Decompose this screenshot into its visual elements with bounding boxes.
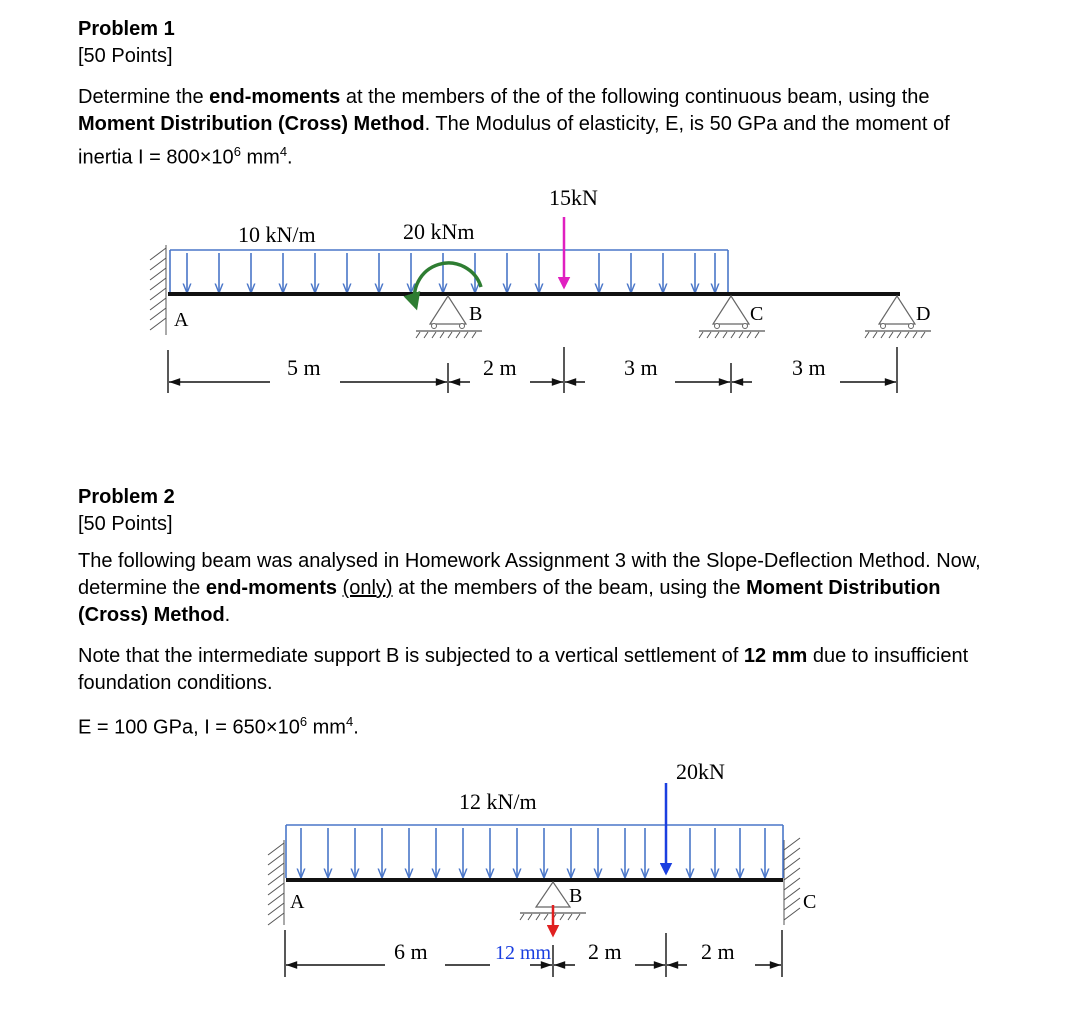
support-label-a: A	[174, 309, 189, 331]
span-label-load-c: 3 m	[624, 355, 658, 380]
support-label-a: A	[290, 891, 305, 913]
support-label-b: B	[469, 303, 483, 325]
distributed-load	[286, 825, 783, 878]
problem1-description: Determine the end-moments at the members of the of the following continuous beam, using the Moment Distribution (Cross) Method. The Modulus of elasticity, E, is 50 GPa and the moment of inertia $I = 800\times 10^6$ $mm^4$.	[78, 86, 950, 169]
beam-diagram-2	[0, 755, 1080, 1015]
moment-label: 20 kNm	[403, 219, 475, 244]
problem2-heading: Problem 2	[78, 486, 175, 508]
point-load-label: 15kN	[549, 185, 598, 210]
support-label-d: D	[916, 303, 931, 325]
udl-label: 12 kN/m	[459, 789, 537, 814]
support-label-c: C	[803, 891, 817, 913]
span-label-ab: 5 m	[287, 355, 321, 380]
settlement-label: 12 mm	[495, 942, 552, 964]
problem2-description: The following beam was analysed in Homework Assignment 3 with the Slope-Deflection Method. Now, determine the end-moments (only) at the members of the beam, using the Moment Distribution (Cross) Method.	[78, 550, 981, 626]
support-label-c: C	[750, 303, 764, 325]
fixed-support-c	[784, 838, 800, 925]
problem2-properties: E = 100 GPa, $I = 650\times 10^6$ $mm^4$.	[78, 714, 359, 739]
problem1-points: [50 Points]	[78, 45, 173, 67]
problem1-heading: Problem 1	[78, 18, 175, 40]
beam-diagram-1	[0, 175, 1080, 435]
problem2-points: [50 Points]	[78, 513, 173, 535]
fixed-support-a	[150, 245, 166, 335]
distributed-load	[170, 250, 728, 293]
fixed-support-a	[268, 840, 284, 925]
span-label-b-load: 2 m	[588, 939, 622, 964]
dimension-line-1	[168, 347, 897, 393]
udl-label: 10 kN/m	[238, 222, 316, 247]
span-label-ab: 6 m	[394, 939, 428, 964]
support-label-b: B	[569, 885, 583, 907]
problem2-settlement-note: Note that the intermediate support B is subjected to a vertical settlement of 12 mm due to insufficient foundation conditions.	[78, 645, 969, 694]
point-load-label: 20kN	[676, 759, 725, 784]
span-label-load-c: 2 m	[701, 939, 735, 964]
span-label-b-load: 2 m	[483, 355, 517, 380]
span-label-cd: 3 m	[792, 355, 826, 380]
